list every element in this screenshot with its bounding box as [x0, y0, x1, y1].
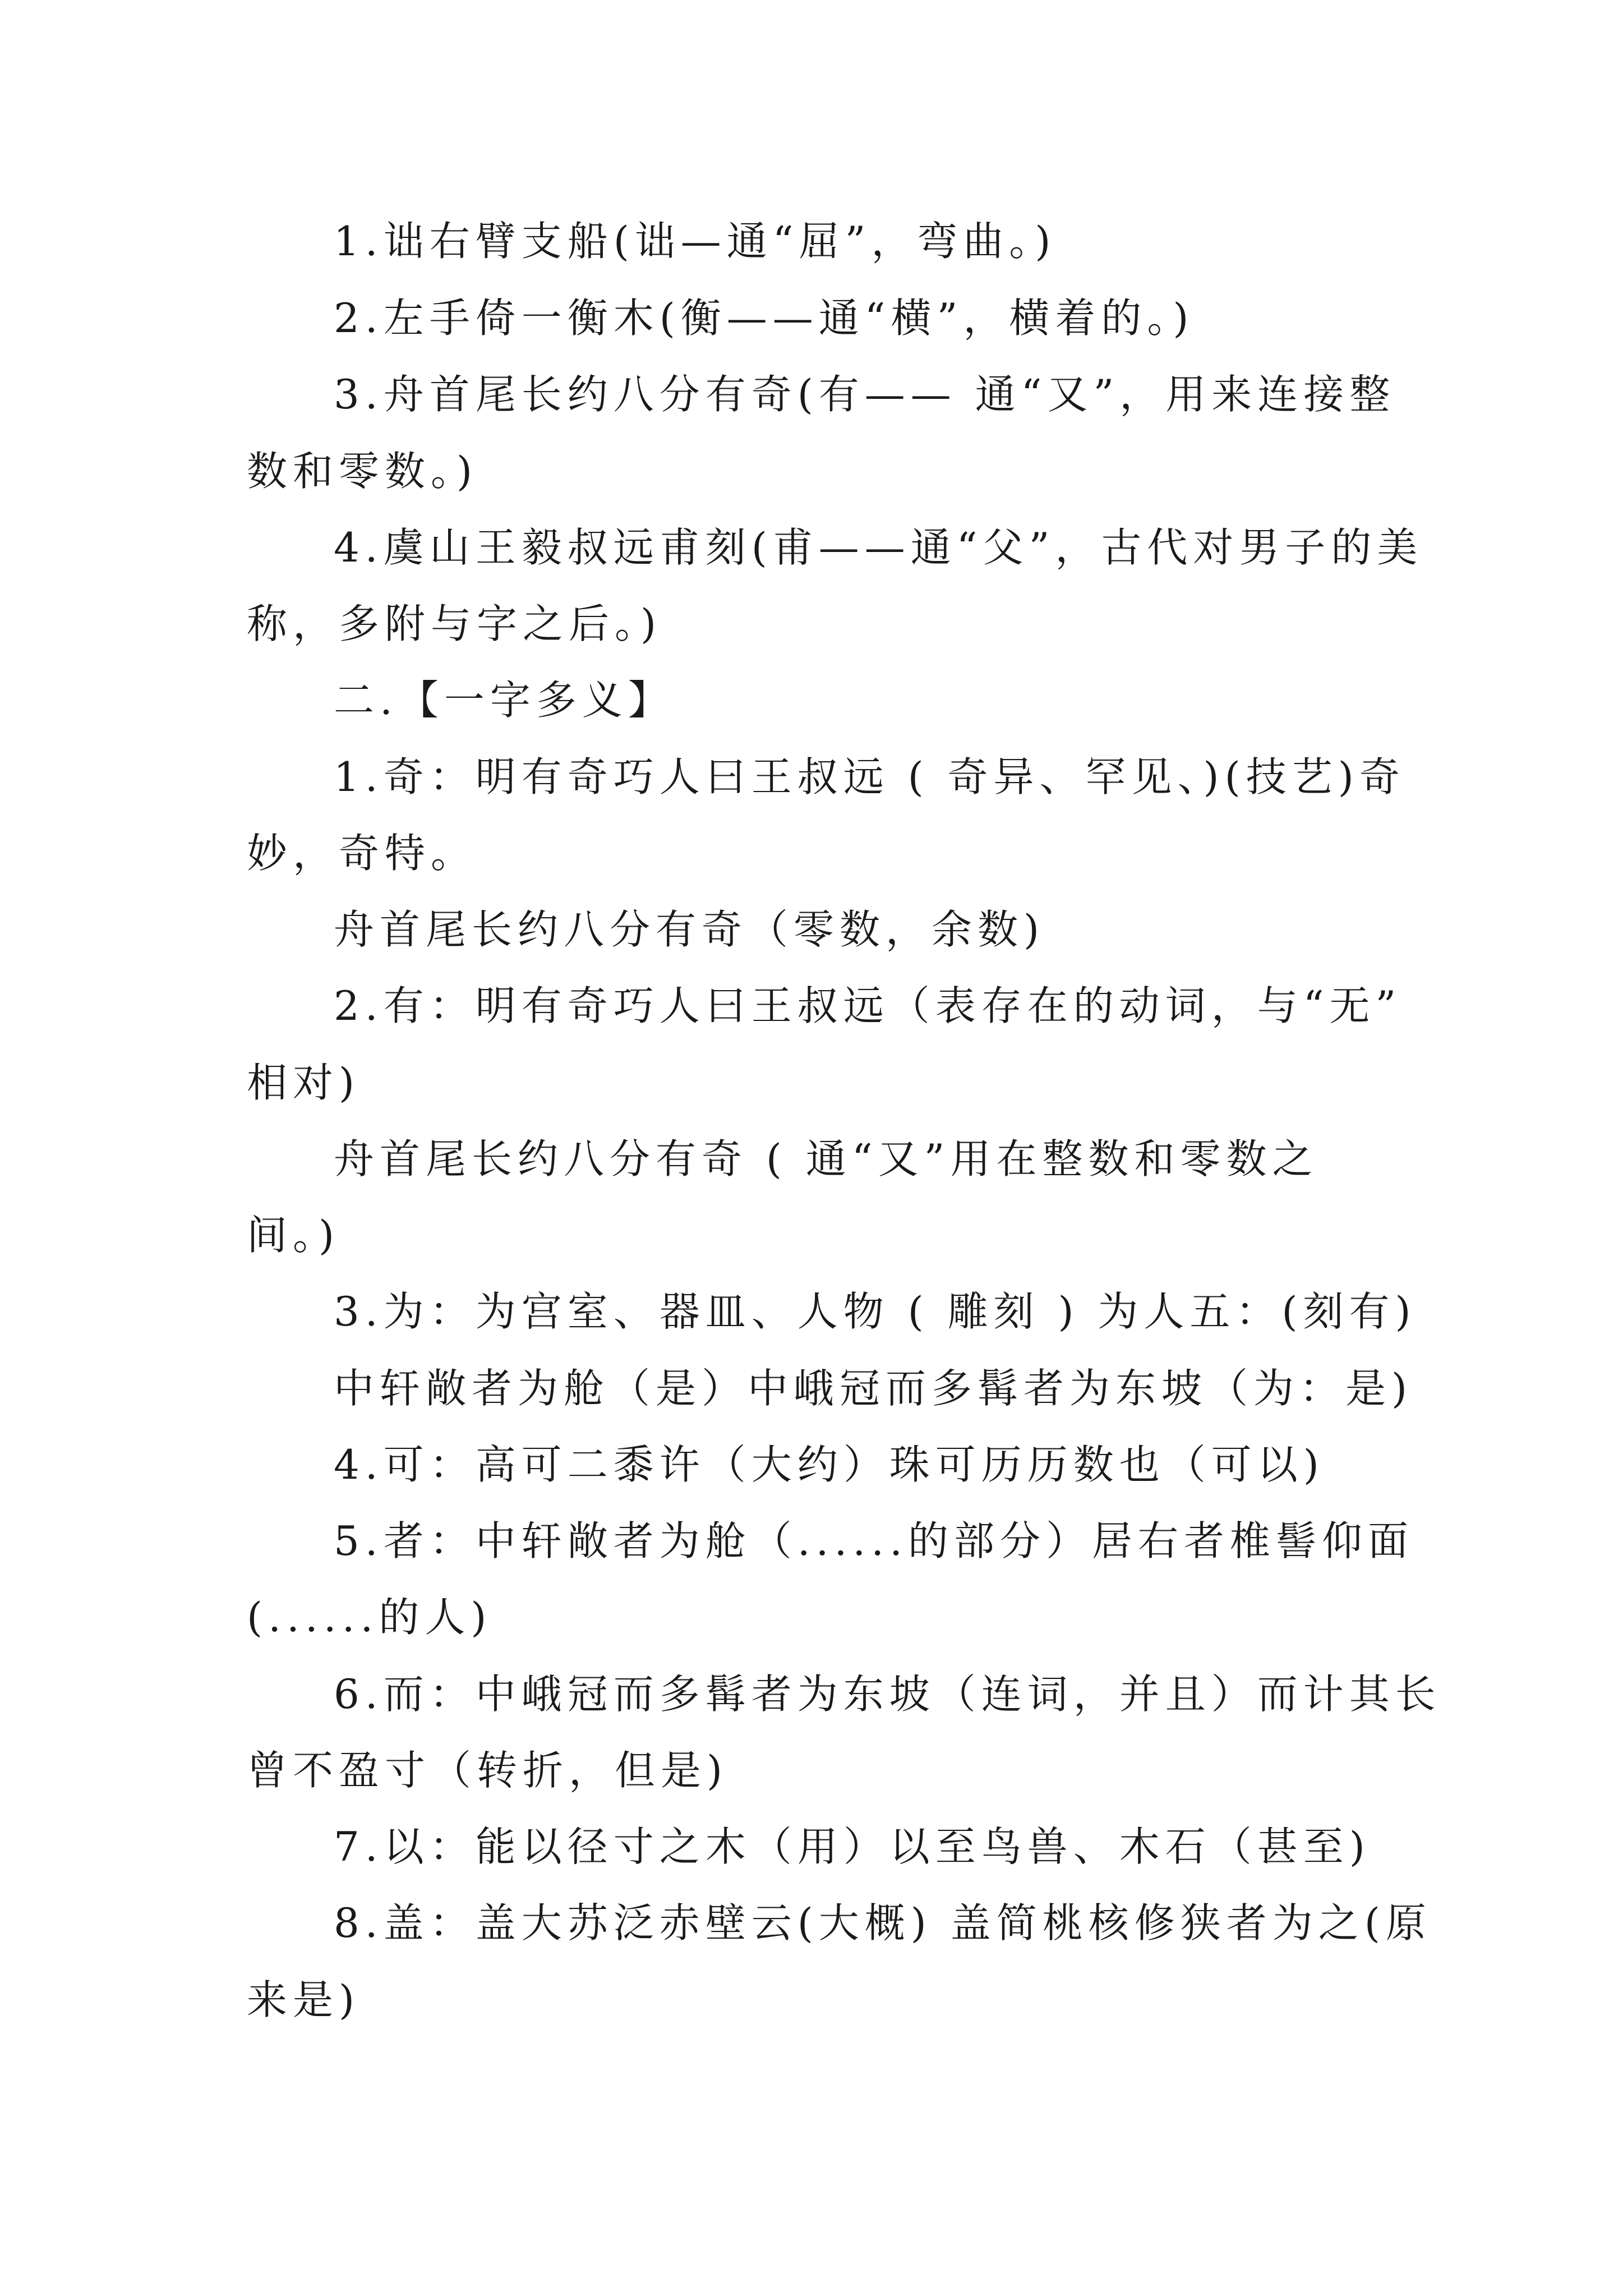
text-line: 2.有：明有奇巧人曰王叔远（表存在的动词，与“无” — [334, 982, 1402, 1029]
text-line: 4.可：高可二黍许（大约）珠可历历数也（可以) — [334, 1441, 1325, 1488]
text-line: 3.为：为宫室、器皿、人物 ( 雕刻 ) 为人五：(刻有) — [334, 1288, 1417, 1335]
text-line: 妙，奇特。 — [247, 830, 477, 877]
text-line: 1.诎右臂支船(诎—通“屈”，弯曲。) — [334, 218, 1057, 265]
text-line: 8.盖：盖大苏泛赤壁云(大概) 盖简桃核修狭者为之(原 — [334, 1899, 1432, 1947]
text-line: 4.虞山王毅叔远甫刻(甫——通“父”，古代对男子的美 — [334, 524, 1423, 571]
text-line: 曾不盈寸（转折，但是) — [247, 1747, 728, 1794]
section-heading: 二.【一字多义】 — [334, 677, 674, 724]
text-line: 舟首尾长约八分有奇（零数，余数) — [334, 906, 1045, 953]
text-line: 6.而：中峨冠而多髯者为东坡（连词，并且）而计其长 — [334, 1671, 1441, 1718]
text-line: 间。) — [247, 1212, 340, 1259]
text-line: 称，多附与字之后。) — [247, 600, 662, 647]
text-line: 中轩敞者为舱（是）中峨冠而多髯者为东坡（为：是) — [334, 1365, 1413, 1412]
text-line: 相对) — [247, 1059, 361, 1106]
text-line: 2.左手倚一衡木(衡——通“横”，横着的。) — [334, 295, 1195, 342]
text-line: 1.奇：明有奇巧人曰王叔远 ( 奇异、罕见、)(技艺)奇 — [334, 753, 1405, 800]
text-line: 3.舟首尾长约八分有奇(有—— 通“又”，用来连接整 — [334, 371, 1396, 418]
text-line: 来是) — [247, 1976, 361, 2023]
text-line: 5.者：中轩敞者为舱（......的部分）居右者椎髻仰面 — [334, 1517, 1414, 1565]
text-line: 数和零数。) — [247, 448, 478, 495]
text-line: 7.以：能以径寸之木（用）以至鸟兽、木石（甚至) — [334, 1823, 1371, 1870]
text-line: (......的人) — [247, 1594, 492, 1641]
text-line: 舟首尾长约八分有奇 ( 通“又”用在整数和零数之 — [334, 1135, 1318, 1182]
